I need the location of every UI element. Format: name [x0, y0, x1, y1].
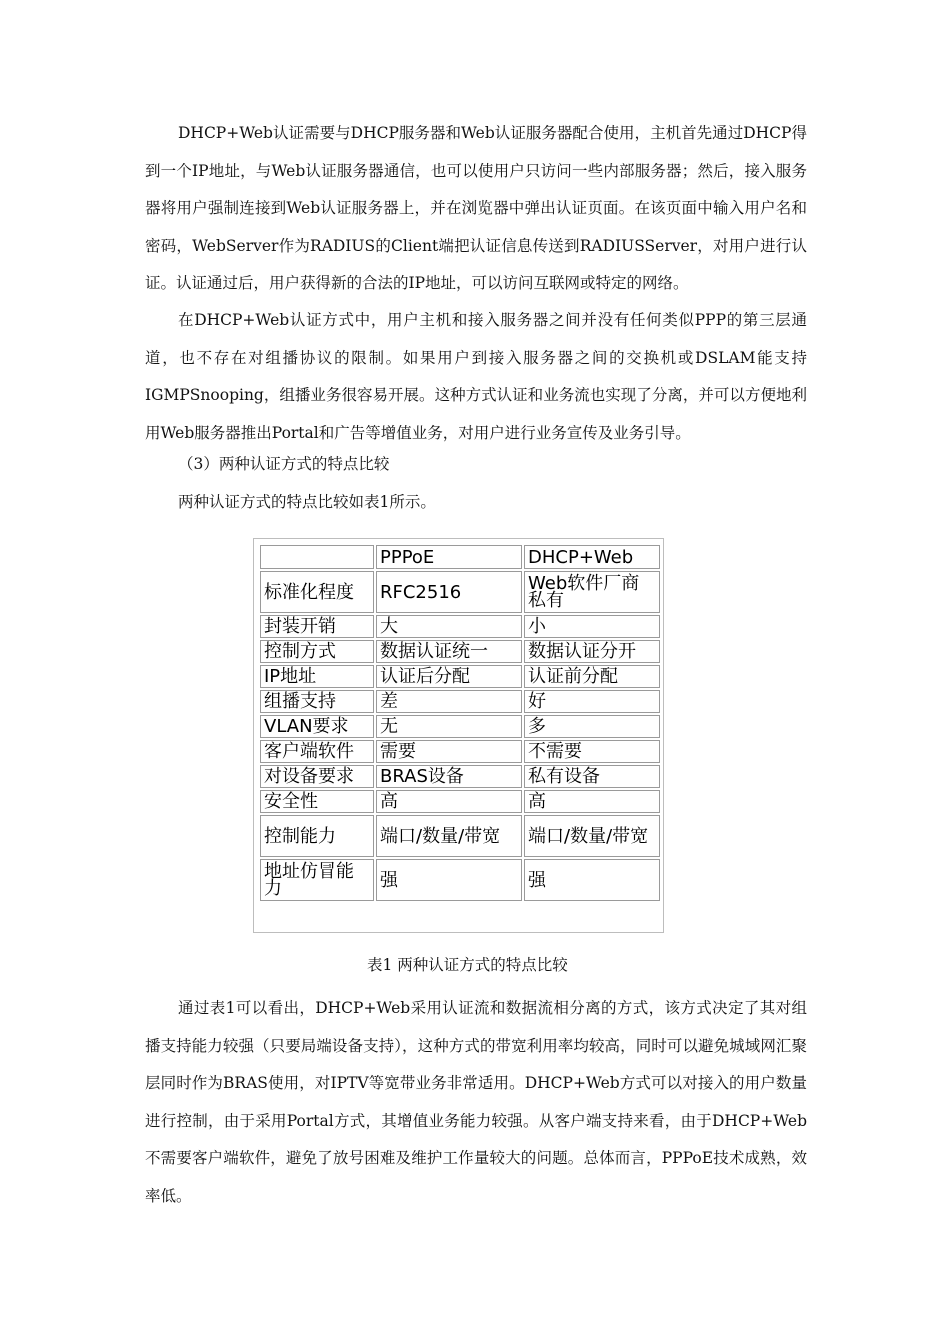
table-row	[260, 740, 660, 763]
table-cell: 强	[524, 859, 660, 901]
table-cell: 高	[376, 790, 522, 813]
table-cell: 数据认证分开	[524, 640, 660, 663]
table-header-cell: DHCP+Web	[524, 545, 660, 569]
table-cell: 客户端软件	[260, 740, 374, 763]
table-cell: 需要	[376, 740, 522, 763]
table-cell: 小	[524, 615, 660, 638]
table-cell: 控制能力	[260, 815, 374, 857]
table-header-cell: PPPoE	[376, 545, 522, 569]
table-header-row	[260, 545, 660, 569]
table-row	[260, 715, 660, 738]
table-cell: 无	[376, 715, 522, 738]
comparison-table	[258, 543, 662, 903]
table-cell: 标准化程度	[260, 571, 374, 613]
table-cell: BRAS设备	[376, 765, 522, 788]
table-cell: 组播支持	[260, 690, 374, 713]
table-row	[260, 765, 660, 788]
table-cell: 高	[524, 790, 660, 813]
table-intro: 两种认证方式的特点比较如表1所示。	[178, 493, 436, 511]
table-cell: 差	[376, 690, 522, 713]
table-cell: 认证后分配	[376, 665, 522, 688]
table-row	[260, 815, 660, 857]
table-cell: 强	[376, 859, 522, 901]
table-cell: 好	[524, 690, 660, 713]
table-cell: 认证前分配	[524, 665, 660, 688]
table-header-cell	[260, 545, 374, 569]
section-heading: （3）两种认证方式的特点比较	[178, 455, 390, 473]
table-caption: 表1 两种认证方式的特点比较	[367, 956, 568, 974]
paragraph-dhcp-web-multicast: 在DHCP+Web认证方式中，用户主机和接入服务器之间并没有任何类似PPP的第三层通道，也不存在对组播协议的限制。如果用户到接入服务器之间的交换机或DSLAM能支持IGMPSnooping，组播业务很容易开展。这种方式认证和业务流也实现了分离，并可以方便地利用Web服务器推出Portal和广告等增值业务，对用户进行业务宣传及业务引导。	[145, 311, 807, 442]
table-row	[260, 690, 660, 713]
table-cell: 控制方式	[260, 640, 374, 663]
table-cell: 不需要	[524, 740, 660, 763]
table-cell: 安全性	[260, 790, 374, 813]
table-cell: 数据认证统一	[376, 640, 522, 663]
table-cell: 多	[524, 715, 660, 738]
paragraph-conclusion: 通过表1可以看出，DHCP+Web采用认证流和数据流相分离的方式，该方式决定了其对组播支持能力较强（只要局端设备支持），这种方式的带宽利用率均较高，同时可以避免城域网汇聚层同时作为BRAS使用，对IPTV等宽带业务非常适用。DHCP+Web方式可以对接入的用户数量进行控制，由于采用Portal方式，其增值业务能力较强。从客户端支持来看，由于DHCP+Web不需要客户端软件，避免了放号困难及维护工作量较大的问题。总体而言，PPPoE技术成熟，效率低。	[145, 999, 807, 1205]
table-row	[260, 615, 660, 638]
table-cell: IP地址	[260, 665, 374, 688]
table-cell: 对设备要求	[260, 765, 374, 788]
table-row	[260, 571, 660, 613]
table-row	[260, 665, 660, 688]
table-cell: VLAN要求	[260, 715, 374, 738]
table-cell: 大	[376, 615, 522, 638]
table-cell: RFC2516	[376, 571, 522, 613]
table-cell: 地址仿冒能力	[260, 859, 374, 901]
table-cell: 私有设备	[524, 765, 660, 788]
table-row	[260, 859, 660, 901]
table-cell: 端口/数量/带宽	[524, 815, 660, 857]
table-row	[260, 640, 660, 663]
comparison-table-frame	[253, 538, 664, 933]
table-row	[260, 790, 660, 813]
table-cell: Web软件厂商私有	[524, 571, 660, 613]
table-cell: 封装开销	[260, 615, 374, 638]
paragraph-dhcp-web-auth: DHCP+Web认证需要与DHCP服务器和Web认证服务器配合使用，主机首先通过DHCP得到一个IP地址，与Web认证服务器通信，也可以使用户只访问一些内部服务器；然后，接入服务器将用户强制连接到Web认证服务器上，并在浏览器中弹出认证页面。在该页面中输入用户名和密码，WebServer作为RADIUS的Client端把认证信息传送到RADIUSServer，对用户进行认证。认证通过后，用户获得新的合法的IP地址，可以访问互联网或特定的网络。	[145, 124, 807, 292]
table-cell: 端口/数量/带宽	[376, 815, 522, 857]
